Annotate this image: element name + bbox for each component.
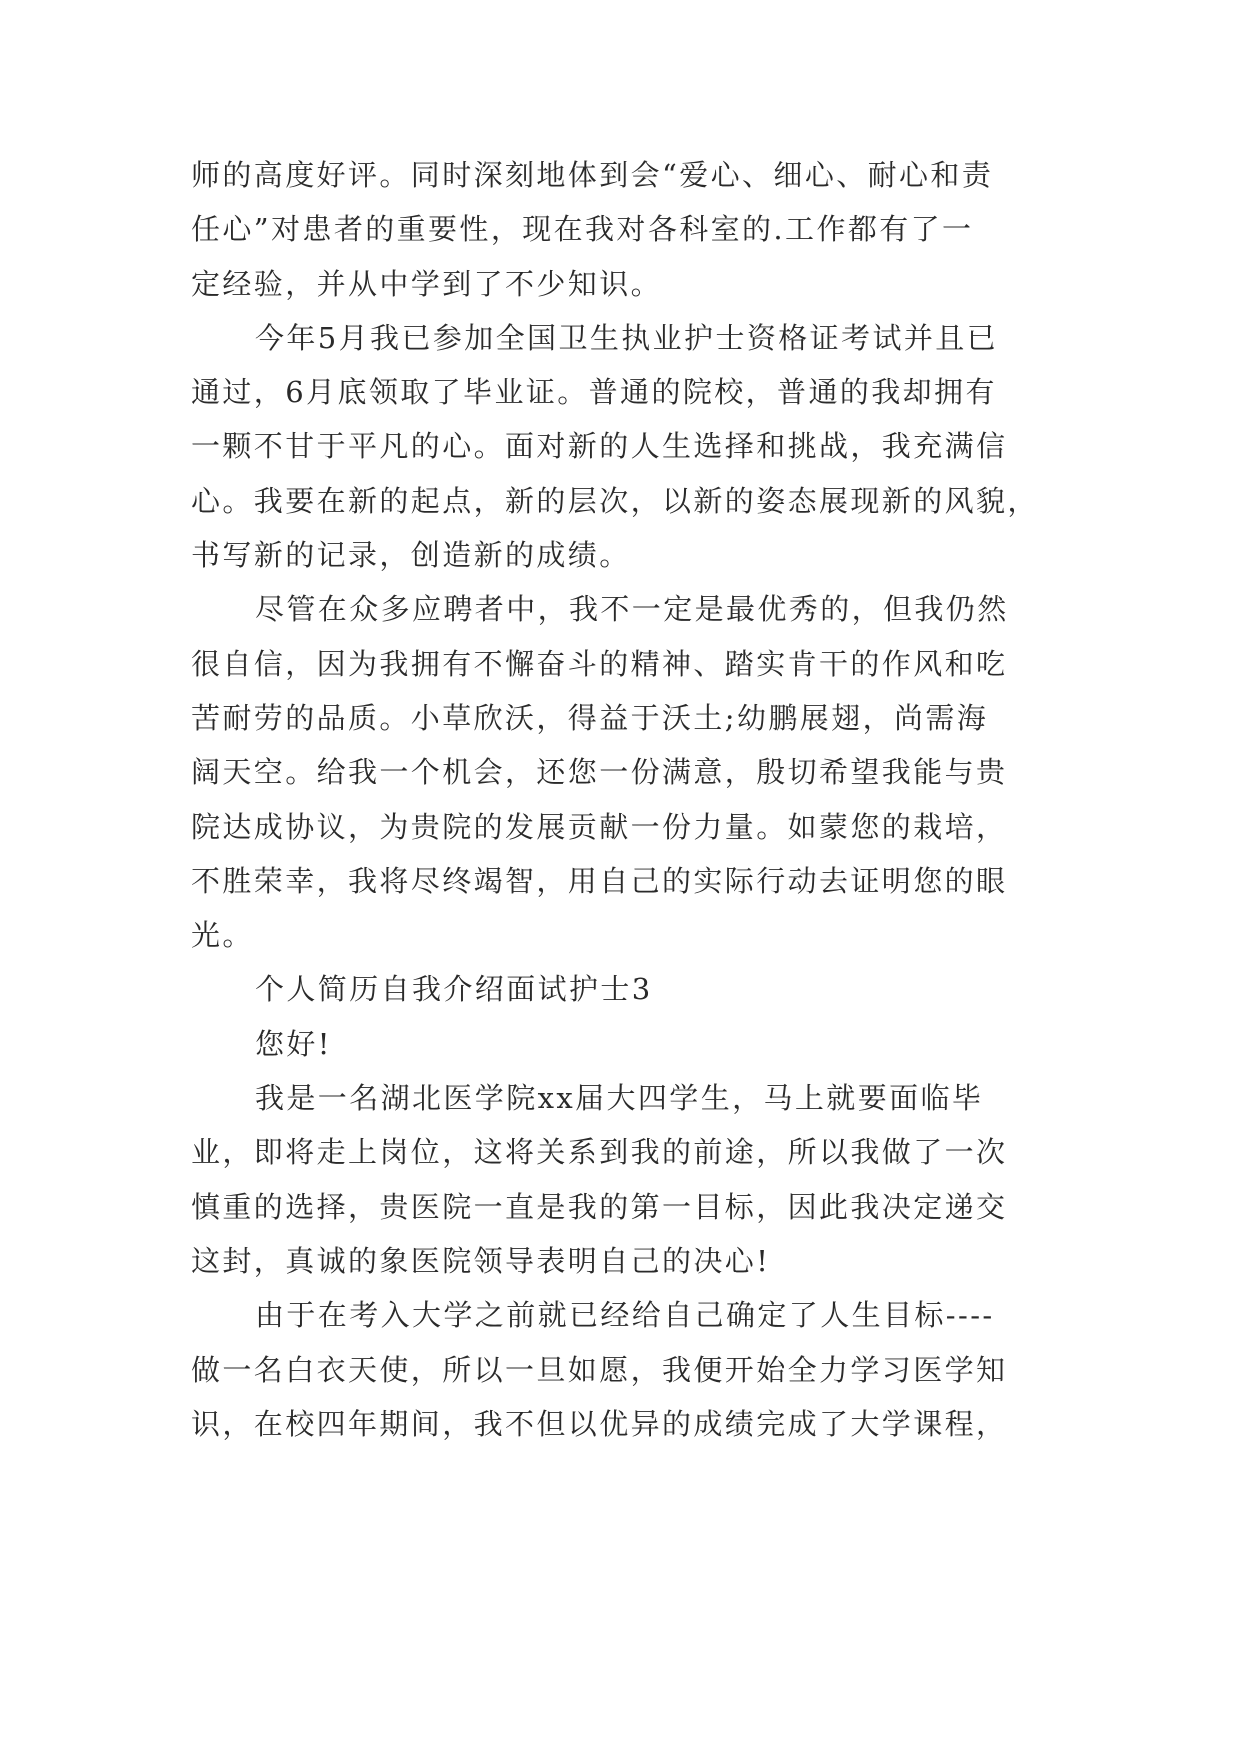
- text-line: 任心”对患者的重要性，现在我对各科室的.工作都有了一: [191, 212, 974, 247]
- text-line: 一颗不甘于平凡的心。面对新的人生选择和挑战，我充满信: [191, 429, 1008, 464]
- text-line: 通过，6月底领取了毕业证。普通的院校，普通的我却拥有: [191, 375, 997, 410]
- text-line: 心。我要在新的起点，新的层次，以新的姿态展现新的风貌，: [191, 483, 1039, 518]
- text-line: 今年5月我已参加全国卫生执业护士资格证考试并且已: [255, 320, 999, 355]
- greeting-text: 您好!: [255, 1026, 332, 1061]
- text-line: 苦耐劳的品质。小草欣沃，得益于沃土;幼鹏展翅，尚需海: [191, 700, 989, 735]
- text-line: 做一名白衣天使，所以一旦如愿，我便开始全力学习医学知: [191, 1352, 1008, 1387]
- section-heading: [191, 962, 1053, 1016]
- text-line: 书写新的记录，创造新的成绩。: [191, 538, 631, 573]
- paragraph-hospital-praise: [191, 148, 1053, 311]
- text-line: 阔天空。给我一个机会，还您一份满意，殷切希望我能与贵: [191, 755, 1008, 790]
- text-line: 院达成协议，为贵院的发展贡献一份力量。如蒙您的栽培，: [191, 809, 1008, 844]
- text-line: 业，即将走上岗位，这将关系到我的前途，所以我做了一次: [191, 1135, 1008, 1170]
- paragraph-introduction: [191, 1071, 1053, 1288]
- text-line: 不胜荣幸，我将尽终竭智，用自己的实际行动去证明您的眼: [191, 863, 1008, 898]
- paragraph-confidence: [191, 582, 1053, 962]
- text-line: 定经验，并从中学到了不少知识。: [191, 266, 663, 301]
- text-line: 尽管在众多应聘者中，我不一定是最优秀的，但我仍然: [255, 592, 1009, 627]
- text-line: 这封，真诚的象医院领导表明自己的决心!: [191, 1243, 771, 1278]
- paragraph-certificate: [191, 311, 1053, 582]
- text-line: 光。: [191, 918, 254, 953]
- text-line: 由于在考入大学之前就已经给自己确定了人生目标----: [255, 1298, 995, 1333]
- greeting: [191, 1017, 1053, 1071]
- heading-text: 个人简历自我介绍面试护士3: [255, 972, 653, 1007]
- text-line: 识，在校四年期间，我不但以优异的成绩完成了大学课程，: [191, 1406, 1008, 1441]
- paragraph-life-goal: [191, 1288, 1053, 1451]
- text-line: 我是一名湖北医学院xx届大四学生，马上就要面临毕: [255, 1081, 984, 1116]
- text-line: 师的高度好评。同时深刻地体到会“爱心、细心、耐心和责: [191, 158, 994, 192]
- document-body: [191, 148, 1053, 1451]
- text-line: 很自信，因为我拥有不懈奋斗的精神、踏实肯干的作风和吃: [191, 646, 1008, 681]
- text-line: 慎重的选择，贵医院一直是我的第一目标，因此我决定递交: [191, 1189, 1008, 1224]
